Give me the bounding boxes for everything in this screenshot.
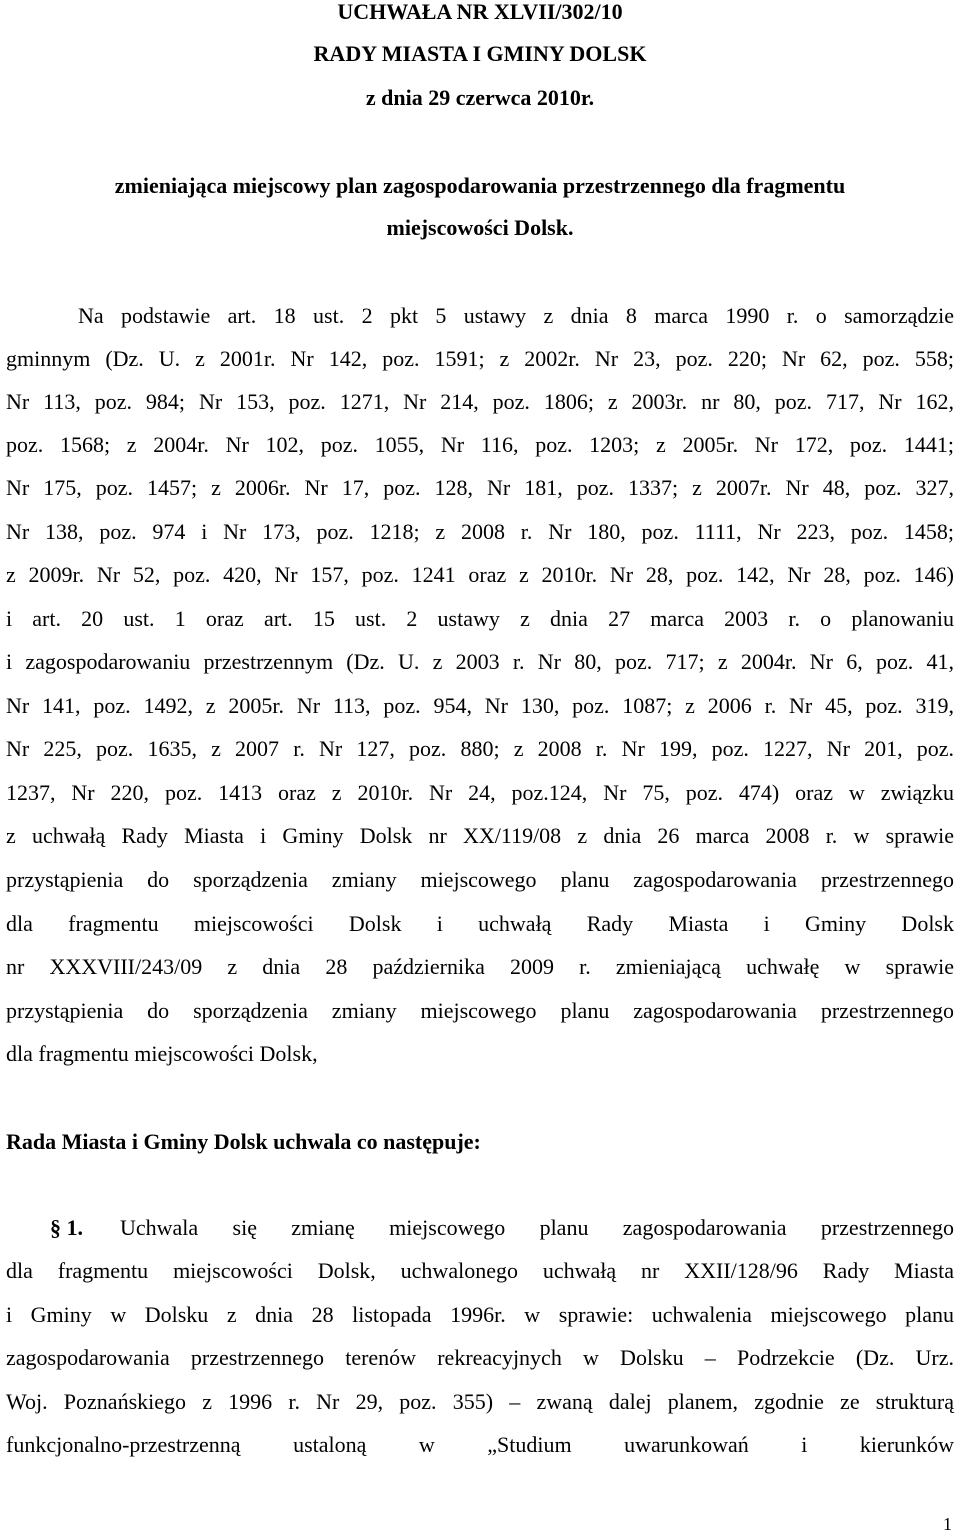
preamble-line: poz. 1568; z 2004r. Nr 102, poz. 1055, Nr 116, poz. 1203; z 2005r. Nr 172, poz. 1441; [6,432,954,457]
preamble-line: z 2009r. Nr 52, poz. 420, Nr 157, poz. 1241 oraz z 2010r. Nr 28, poz. 142, Nr 28, poz. 146) [6,562,954,587]
page-number: 1 [943,1514,952,1534]
section-line: funkcjonalno-przestrzenną ustaloną w „Studium uwarunkowań i kierunków [6,1432,954,1457]
resolution-statement: Rada Miasta i Gminy Dolsk uchwala co następuje: [6,1129,481,1154]
section-line: Uchwala się zmianę miejscowego planu zagospodarowania przestrzennego [120,1215,954,1240]
section-mark: § 1. [50,1215,83,1240]
section-line: Woj. Poznańskiego z 1996 r. Nr 29, poz. 355) – zwaną dalej planem, zgodnie ze strukturą [6,1389,954,1414]
preamble-line: Nr 113, poz. 984; Nr 153, poz. 1271, Nr 214, poz. 1806; z 2003r. nr 80, poz. 717, Nr 162, [6,389,954,414]
preamble-line: dla fragmentu miejscowości Dolsk i uchwałą Rady Miasta i Gminy Dolsk [6,911,954,936]
preamble-line: Na podstawie art. 18 ust. 2 pkt 5 ustawy z dnia 8 marca 1990 r. o samorządzie [78,303,954,328]
resolution-number: UCHWAŁA NR XLVII/302/10 [337,0,623,24]
section-line: i Gminy w Dolsku z dnia 28 listopada 1996r. w sprawie: uchwalenia miejscowego planu [6,1302,954,1327]
subject-line-1: zmieniająca miejscowy plan zagospodarowania przestrzennego dla fragmentu [114,173,846,198]
preamble-line: Nr 225, poz. 1635, z 2007 r. Nr 127, poz. 880; z 2008 r. Nr 199, poz. 1227, Nr 201, poz. [6,736,954,761]
section-line: zagospodarowania przestrzennego terenów rekreacyjnych w Dolsku – Podrzekcie (Dz. Urz. [6,1345,954,1370]
preamble-line: i zagospodarowaniu przestrzennym (Dz. U. z 2003 r. Nr 80, poz. 717; z 2004r. Nr 6, poz. 41, [6,649,954,674]
preamble-line: 1237, Nr 220, poz. 1413 oraz z 2010r. Nr 24, poz.124, Nr 75, poz. 474) oraz w związku [6,780,954,805]
preamble-line: z uchwałą Rady Miasta i Gminy Dolsk nr XX/119/08 z dnia 26 marca 2008 r. w sprawie [6,823,954,848]
preamble-line: przystąpienia do sporządzenia zmiany miejscowego planu zagospodarowania przestrzennego [6,867,954,892]
subject-line-2: miejscowości Dolsk. [386,215,574,240]
resolution-date: z dnia 29 czerwca 2010r. [365,85,595,110]
preamble-line: nr XXXVIII/243/09 z dnia 28 października 2009 r. zmieniającą uchwałę w sprawie [6,954,954,979]
preamble-line: dla fragmentu miejscowości Dolsk, [6,1041,318,1066]
preamble-line: Nr 138, poz. 974 i Nr 173, poz. 1218; z 2008 r. Nr 180, poz. 1111, Nr 223, poz. 1458; [6,519,954,544]
preamble-line: gminnym (Dz. U. z 2001r. Nr 142, poz. 1591; z 2002r. Nr 23, poz. 220; Nr 62, poz. 558; [6,346,954,371]
preamble-line: przystąpienia do sporządzenia zmiany miejscowego planu zagospodarowania przestrzennego [6,998,954,1023]
preamble-line: Nr 175, poz. 1457; z 2006r. Nr 17, poz. 128, Nr 181, poz. 1337; z 2007r. Nr 48, poz. 327, [6,475,954,500]
preamble-line: Nr 141, poz. 1492, z 2005r. Nr 113, poz. 954, Nr 130, poz. 1087; z 2006 r. Nr 45, poz. 319, [6,693,954,718]
section-line: dla fragmentu miejscowości Dolsk, uchwalonego uchwałą nr XXII/128/96 Rady Miasta [6,1258,954,1283]
council-name: RADY MIASTA I GMINY DOLSK [313,41,647,66]
preamble-line: i art. 20 ust. 1 oraz art. 15 ust. 2 ustawy z dnia 27 marca 2003 r. o planowaniu [6,606,954,631]
